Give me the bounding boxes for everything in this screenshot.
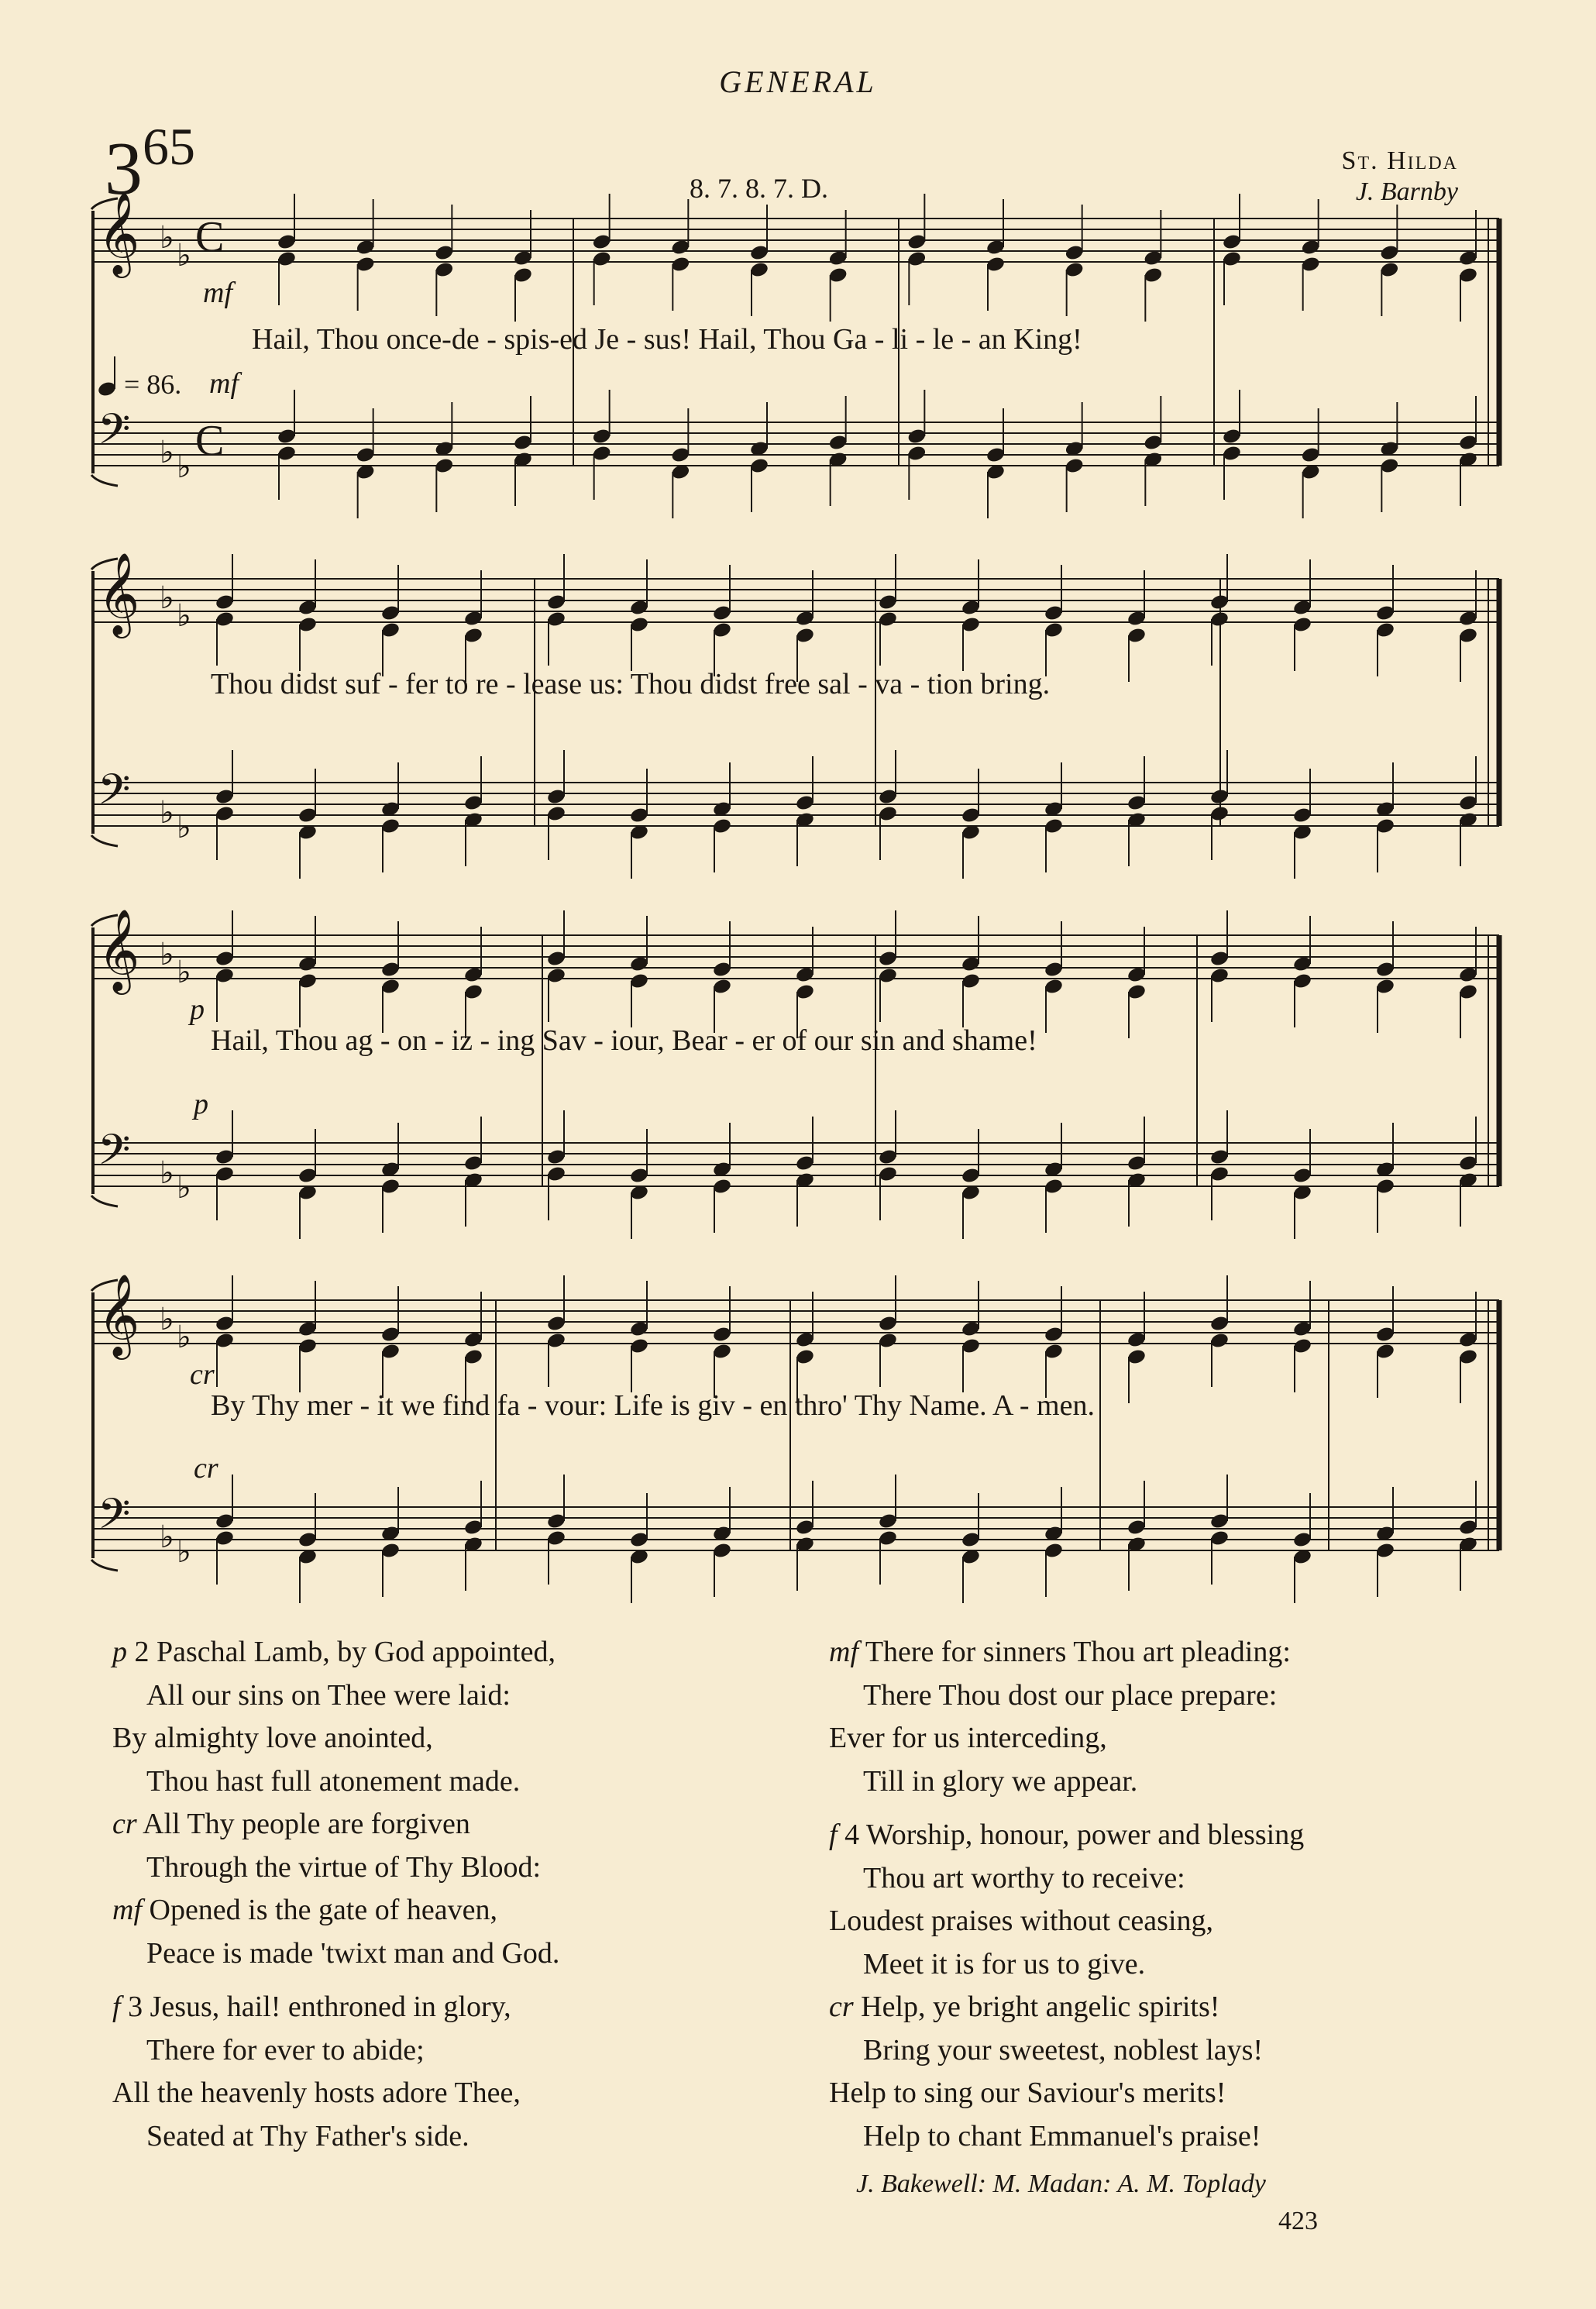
brace-curl (91, 1560, 118, 1571)
dynamic-marking: cr (829, 1991, 854, 2023)
bass-clef: 𝄢 (98, 765, 131, 824)
verse-text: Through the virtue of Thy Blood: (146, 1850, 542, 1884)
flat-sign: ♭ (160, 1155, 174, 1191)
brace-curl (91, 475, 118, 486)
verse-number: 3 (120, 1991, 150, 2023)
dynamic-marking: f (829, 1819, 838, 1851)
verse-text: Till in glory we appear. (863, 1764, 1138, 1798)
right-line (829, 1857, 1304, 1901)
right-line (829, 1717, 1304, 1760)
verse-text: Bring your sweetest, noblest lays! (863, 2033, 1264, 2066)
dynamic-marking: p (194, 1088, 208, 1120)
left-line (112, 1932, 559, 1976)
brace-curl (91, 835, 118, 846)
verse-text: Loudest praises without ceasing, (829, 1905, 1214, 1937)
dynamic-marking: cr (112, 1808, 137, 1840)
right-line (829, 2029, 1304, 2073)
dynamic-marking: p (190, 993, 205, 1026)
flat-sign: ♭ (160, 795, 174, 831)
right-line (829, 1814, 1304, 1857)
time-signature: C (195, 417, 225, 465)
flat-sign: ♭ (177, 955, 191, 990)
flat-sign: ♭ (160, 580, 174, 616)
tune-name: St. Hilda (1341, 146, 1458, 175)
dynamic-marking: mf (112, 1894, 142, 1926)
verses-right-column (829, 1631, 1304, 2158)
verse-text: Ever for us interceding, (829, 1722, 1107, 1754)
right-line (829, 1943, 1304, 1987)
verse-text: By almighty love anointed, (112, 1722, 433, 1754)
lyrics-line: By Thy mer - it we find fa - vour: Life is giv - en thro' Thy Name. A - men. (211, 1389, 1095, 1422)
flat-sign: ♭ (160, 435, 174, 470)
bass-clef: 𝄢 (98, 404, 131, 464)
treble-clef: 𝄞 (98, 1273, 140, 1356)
hymn-number: $3^{65}$ (105, 117, 195, 211)
dynamic-marking: cr (194, 1452, 218, 1485)
lyrics-line: Thou didst suf - fer to re - lease us: Thou didst free sal - va - tion bring. (211, 668, 1051, 700)
left-line (112, 1846, 559, 1890)
verse-number: 4 (837, 1819, 866, 1851)
treble-clef: 𝄞 (98, 191, 140, 274)
right-line (829, 1986, 1304, 2029)
verse-text: There Thou dost our place prepare: (863, 1678, 1278, 1712)
verse-text: All our sins on Thee were laid: (146, 1678, 511, 1712)
left-line (112, 1889, 559, 1932)
right-line (829, 2072, 1304, 2115)
verse-text: Jesus, hail! enthroned in glory, (150, 1991, 511, 2023)
flat-sign: ♭ (160, 1519, 174, 1555)
left-line (112, 2029, 559, 2073)
dynamic-marking: f (112, 1991, 121, 2023)
flat-sign: ♭ (177, 1320, 191, 1355)
flat-sign: ♭ (160, 220, 174, 256)
flat-sign: ♭ (177, 1534, 191, 1570)
verse-text: All the heavenly hosts adore Thee, (112, 2077, 521, 2109)
flat-sign: ♭ (177, 238, 191, 274)
right-line (829, 1674, 1304, 1718)
verse-text: Help to sing our Saviour's merits! (829, 2077, 1226, 2109)
flat-sign: ♭ (177, 598, 191, 634)
left-line (112, 1674, 559, 1718)
bass-clef: 𝄢 (98, 1125, 131, 1185)
left-line (112, 1760, 559, 1804)
section-heading: GENERAL (719, 64, 877, 99)
verse-text: All Thy people are forgiven (143, 1808, 470, 1840)
bass-clef: 𝄢 (98, 1489, 131, 1549)
time-signature: C (195, 213, 225, 261)
flat-sign: ♭ (177, 449, 191, 485)
verse-text: Thou art worthy to receive: (863, 1861, 1185, 1894)
dynamic-marking: mf (829, 1636, 858, 1668)
verse-text: Meet it is for us to give. (863, 1947, 1146, 1980)
flat-sign: ♭ (160, 937, 174, 972)
left-line (112, 2072, 559, 2115)
dynamic-marking: mf (203, 277, 232, 309)
verse-text: There for ever to abide; (146, 2033, 425, 2066)
right-line (829, 1631, 1304, 1674)
lyrics-line: Hail, Thou once-de - spis-ed Je - sus! Hail, Thou Ga - li - le - an King! (252, 323, 1082, 356)
tempo-marking: = 86. (124, 369, 182, 400)
treble-clef: 𝄞 (98, 908, 140, 991)
left-line (112, 1803, 559, 1846)
verse-text: Peace is made 'twixt man and God. (146, 1936, 560, 1970)
right-line (829, 2115, 1304, 2159)
verse-text: There for sinners Thou art pleading: (865, 1636, 1291, 1668)
flat-sign: ♭ (177, 810, 191, 845)
dynamic-marking: mf (209, 367, 239, 400)
lyrics-line: Hail, Thou ag - on - iz - ing Sav - iour, Bear - er of our sin and shame! (211, 1024, 1037, 1057)
dynamic-marking: cr (190, 1358, 215, 1391)
verse-text: Worship, honour, power and blessing (865, 1819, 1305, 1851)
verse-text: Paschal Lamb, by God appointed, (157, 1636, 556, 1668)
page-number: 423 (1278, 2207, 1318, 2235)
left-line (112, 1631, 559, 1674)
brace-curl (91, 1196, 118, 1206)
verse-number: 2 (127, 1636, 157, 1668)
verse-text: Thou hast full atonement made. (146, 1764, 521, 1798)
left-line (112, 2115, 559, 2159)
meter: 8. 7. 8. 7. D. (690, 173, 828, 204)
treble-clef: 𝄞 (98, 552, 140, 635)
verse-text: Help, ye bright angelic spirits! (861, 1991, 1220, 2023)
verse-text: Help to chant Emmanuel's praise! (863, 2119, 1261, 2152)
verses-left-column (112, 1631, 559, 2158)
left-line (112, 1986, 559, 2029)
composer: J. Barnby (1355, 177, 1458, 206)
right-line (829, 1900, 1304, 1943)
verse-text: Opened is the gate of heaven, (149, 1894, 497, 1926)
flat-sign: ♭ (160, 1302, 174, 1337)
left-line (112, 1717, 559, 1760)
authors: J. Bakewell: M. Madan: A. M. Toplady (856, 2170, 1266, 2198)
flat-sign: ♭ (177, 1170, 191, 1206)
verse-text: Seated at Thy Father's side. (146, 2119, 470, 2152)
right-line (829, 1760, 1304, 1804)
dynamic-marking: p (112, 1636, 127, 1668)
